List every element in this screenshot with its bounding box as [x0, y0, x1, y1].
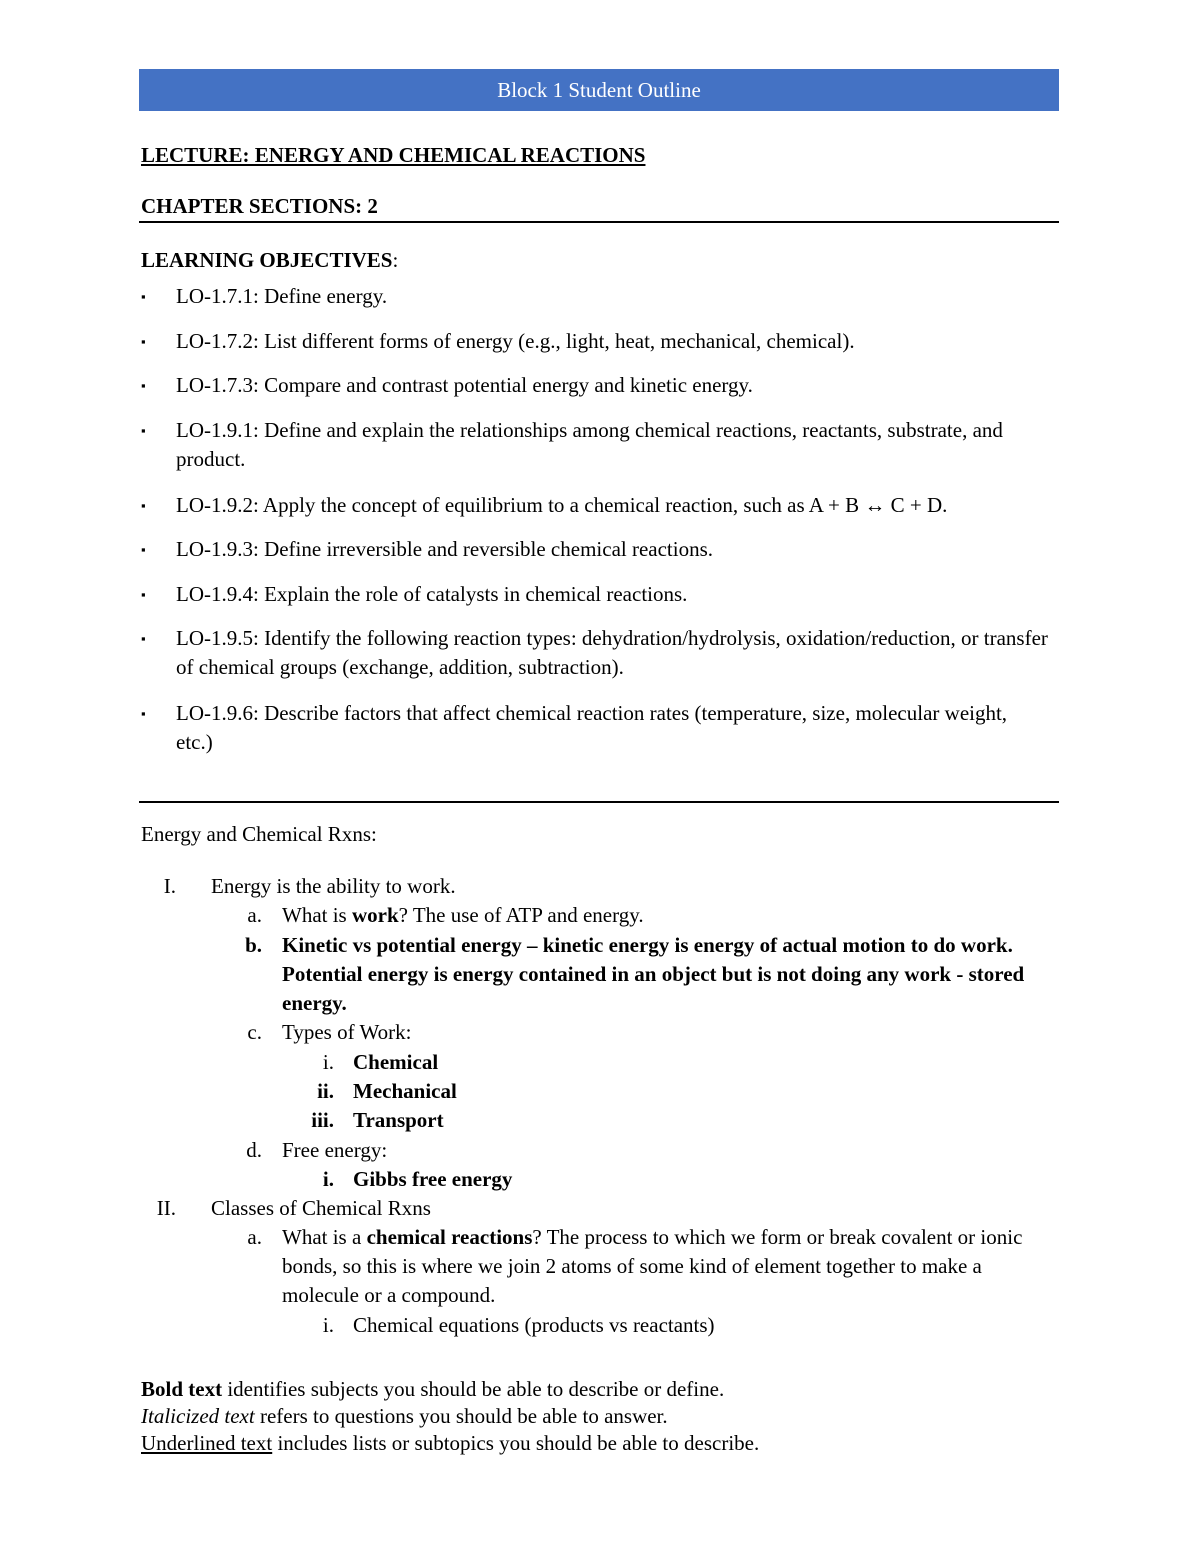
outline-item-text: Free energy: — [282, 1138, 388, 1162]
outline-marker: c. — [247, 1020, 262, 1044]
bullet-icon: ▪ — [141, 334, 146, 349]
outline-item-text: Kinetic vs potential energy – kinetic energy is energy of actual motion to do work. Potential energy is energy contained in an object but is not doing any work - stored energy. — [282, 933, 1025, 1015]
bullet-icon: ▪ — [141, 498, 146, 513]
lecture-title: LECTURE: ENERGY AND CHEMICAL REACTIONS — [141, 143, 646, 167]
bold-term: chemical reactions — [366, 1225, 533, 1249]
list-item — [141, 282, 1056, 311]
list-item — [141, 416, 1021, 474]
objectives-heading-colon: : — [392, 248, 399, 272]
bullet-icon: ▪ — [141, 423, 146, 438]
objective-text: LO-1.7.2: List different forms of energy (e.g., light, heat, mechanical, chemical). — [176, 329, 855, 353]
notes-title: Energy and Chemical Rxns: — [141, 822, 377, 846]
outline-marker: ii. — [317, 1079, 334, 1103]
bullet-icon: ▪ — [141, 542, 146, 557]
outline-item-text: Energy is the ability to work. — [211, 874, 456, 898]
objectives-heading-text: LEARNING OBJECTIVES — [141, 248, 393, 272]
outline-item-text: Gibbs free energy — [353, 1167, 513, 1191]
objective-text: LO-1.9.3: Define irreversible and reversible chemical reactions. — [176, 537, 714, 561]
legend-italic-text: refers to questions you should be able to answer. — [254, 1404, 668, 1428]
banner-title: Block 1 Student Outline — [497, 77, 701, 102]
divider-bottom — [139, 801, 1059, 803]
list-item — [141, 580, 1056, 609]
objective-text: LO-1.9.5: Identify the following reaction types: dehydration/hydrolysis, oxidation/reduction, or transfer of chemical groups (exchange, addition, subtraction). — [176, 626, 1048, 679]
objectives-heading — [141, 248, 398, 273]
legend-bold-text: identifies subjects you should be able to describe or define. — [222, 1377, 725, 1401]
list-item — [141, 491, 1056, 520]
outline-marker: II. — [156, 1196, 176, 1220]
objective-text: LO-1.7.1: Define energy. — [176, 284, 388, 308]
bullet-icon: ▪ — [141, 289, 146, 304]
legend-bold — [141, 1376, 724, 1403]
legend-underline — [141, 1430, 759, 1457]
outline-marker: d. — [246, 1138, 262, 1162]
text-segment: ? The process to which we form or break covalent or ionic bonds, so this is where we join 2 atoms of some kind of element together to make a molecule or a compound. — [282, 1225, 1023, 1307]
legend-italic-label: Italicized text — [141, 1404, 255, 1428]
outline-item-text: Mechanical — [353, 1079, 457, 1103]
outline-marker: b. — [245, 933, 262, 957]
text-segment: What is — [282, 903, 352, 927]
list-item — [141, 371, 1056, 400]
list-item — [141, 699, 1041, 757]
objective-text: LO-1.9.6: Describe factors that affect chemical reaction rates (temperature, size, molecular weight, etc.) — [176, 701, 1008, 754]
divider-top — [139, 221, 1059, 223]
outline-item-text — [282, 1223, 1052, 1310]
objective-text: LO-1.9.1: Define and explain the relationships among chemical reactions, reactants, substrate, and product. — [176, 418, 1003, 471]
outline-marker: i. — [322, 1050, 334, 1074]
objective-text: LO-1.7.3: Compare and contrast potential energy and kinetic energy. — [176, 373, 753, 397]
bullet-icon: ▪ — [141, 587, 146, 602]
outline-item-text: Chemical — [353, 1050, 439, 1074]
outline-item-text: Chemical equations (products vs reactants) — [353, 1313, 715, 1337]
list-item — [141, 624, 1056, 682]
header-banner — [139, 69, 1059, 111]
outline-item-text: Classes of Chemical Rxns — [211, 1196, 431, 1220]
objective-text: LO-1.9.4: Explain the role of catalysts in chemical reactions. — [176, 582, 688, 606]
chapter-sections: CHAPTER SECTIONS: 2 — [141, 194, 378, 218]
legend-underline-text: includes lists or subtopics you should be able to describe. — [272, 1431, 760, 1455]
bullet-icon: ▪ — [141, 706, 146, 721]
text-segment: What is a — [282, 1225, 367, 1249]
text-segment: ? The use of ATP and energy. — [398, 903, 644, 927]
outline-item-text — [282, 901, 644, 930]
objective-text: LO-1.9.2: Apply the concept of equilibrium to a chemical reaction, such as A + B ↔ C + D. — [176, 493, 948, 517]
bullet-icon: ▪ — [141, 631, 146, 646]
legend-underline-label: Underlined text — [141, 1431, 273, 1455]
outline-marker: i. — [322, 1167, 334, 1191]
outline-marker: I. — [163, 874, 176, 898]
bullet-icon: ▪ — [141, 378, 146, 393]
legend-bold-label: Bold text — [141, 1377, 223, 1401]
bold-term: work — [351, 903, 399, 927]
outline-marker: a. — [247, 903, 262, 927]
outline-item-text: Types of Work: — [282, 1020, 412, 1044]
legend-italic — [141, 1403, 668, 1430]
outline-item-text: Transport — [353, 1108, 444, 1132]
list-item — [141, 535, 1056, 564]
outline-marker: a. — [247, 1225, 262, 1249]
list-item — [141, 327, 1056, 356]
outline-marker: i. — [322, 1313, 334, 1337]
outline-marker: iii. — [311, 1108, 334, 1132]
